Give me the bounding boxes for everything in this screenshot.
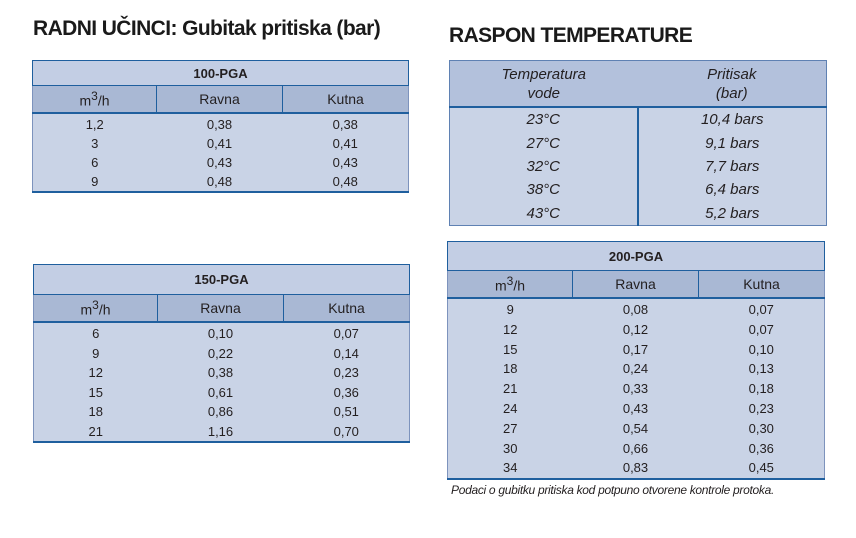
pressure-loss-table-100 bbox=[32, 60, 409, 193]
flow-cell: 18 bbox=[503, 361, 518, 377]
flow-cell: 3 bbox=[91, 136, 99, 151]
table-row bbox=[448, 399, 825, 419]
straight-cell: 0,54 bbox=[622, 420, 649, 436]
angle-cell: 0,14 bbox=[333, 345, 359, 361]
straight-cell: 0,10 bbox=[207, 326, 234, 341]
straight-column-header: Ravna bbox=[573, 271, 699, 299]
angle-cell: 0,18 bbox=[748, 381, 774, 397]
flow-cell: 1,2 bbox=[85, 117, 104, 132]
straight-cell: 0,66 bbox=[622, 440, 649, 456]
straight-cell: 0,43 bbox=[206, 155, 233, 170]
angle-cell: 0,30 bbox=[748, 420, 774, 436]
angle-cell: 0,07 bbox=[748, 321, 774, 337]
flow-column-header: $m^3/h$ bbox=[33, 86, 157, 114]
straight-cell: 1,16 bbox=[207, 423, 234, 439]
flow-cell: 18 bbox=[88, 404, 103, 419]
angle-column-header: Kutna bbox=[699, 271, 825, 299]
angle-cell: 0,38 bbox=[332, 117, 358, 132]
pressure-cell: 7,7 bars bbox=[705, 157, 760, 175]
straight-cell: 0,43 bbox=[622, 400, 649, 416]
table-row bbox=[33, 113, 409, 134]
pressure-loss-table-150 bbox=[33, 264, 410, 443]
temperature-cell: 32°C bbox=[450, 155, 638, 178]
flow-cell: 9 bbox=[91, 174, 99, 189]
table-title: 100-PGA bbox=[33, 61, 409, 86]
table-row bbox=[33, 153, 409, 172]
pressure-header: Pritisak (bar) bbox=[638, 61, 827, 108]
straight-cell: 0,08 bbox=[622, 302, 649, 317]
pressure-cell: 5,2 bars bbox=[705, 204, 760, 222]
flow-cell: 15 bbox=[88, 384, 103, 400]
table-row bbox=[34, 383, 410, 403]
angle-cell: 0,48 bbox=[332, 174, 358, 189]
angle-cell: 0,70 bbox=[333, 423, 359, 439]
straight-cell: 0,24 bbox=[622, 361, 649, 377]
table-row bbox=[450, 155, 827, 178]
flow-cell: 6 bbox=[91, 155, 99, 170]
straight-cell: 0,38 bbox=[207, 365, 234, 380]
flow-cell: 30 bbox=[503, 440, 518, 456]
table-row bbox=[448, 340, 825, 360]
temperature-cell: 27°C bbox=[450, 131, 638, 154]
angle-cell: 0,36 bbox=[333, 384, 359, 400]
angle-cell: 0,07 bbox=[748, 302, 774, 317]
temperature-range-heading: RASPON TEMPERATURE bbox=[449, 24, 693, 47]
footnote: Podaci o gubitku pritiska kod potpuno otvorene kontrole protoka. bbox=[451, 483, 775, 497]
table-row bbox=[34, 322, 410, 344]
table-row bbox=[33, 134, 409, 153]
angle-cell: 0,45 bbox=[748, 460, 774, 476]
angle-cell: 0,10 bbox=[748, 341, 774, 357]
angle-cell: 0,41 bbox=[332, 136, 358, 151]
straight-column-header: Ravna bbox=[157, 86, 283, 114]
flow-cell: 15 bbox=[503, 341, 518, 357]
pressure-cell: 6,4 bars bbox=[705, 181, 760, 199]
straight-cell: 0,33 bbox=[622, 381, 649, 397]
flow-cell: 9 bbox=[506, 302, 514, 317]
straight-cell: 0,83 bbox=[622, 460, 649, 476]
table-row bbox=[34, 344, 410, 364]
flow-cell: 12 bbox=[503, 321, 518, 337]
table-row bbox=[450, 178, 827, 201]
angle-cell: 0,36 bbox=[748, 440, 774, 456]
straight-cell: 0,48 bbox=[206, 174, 233, 189]
straight-cell: 0,61 bbox=[207, 384, 234, 400]
angle-cell: 0,51 bbox=[333, 404, 359, 419]
table-row bbox=[450, 131, 827, 154]
table-row bbox=[33, 172, 409, 192]
flow-cell: 27 bbox=[503, 420, 518, 436]
flow-cell: 6 bbox=[92, 326, 100, 341]
flow-column-header: $m^3/h$ bbox=[448, 271, 573, 299]
flow-cell: 9 bbox=[92, 345, 100, 361]
angle-column-header: Kutna bbox=[283, 86, 409, 114]
table-row bbox=[450, 202, 827, 226]
table-row bbox=[448, 379, 825, 399]
angle-cell: 0,43 bbox=[332, 155, 358, 170]
table-title: 200-PGA bbox=[448, 242, 825, 271]
table-row bbox=[448, 419, 825, 439]
flow-cell: 34 bbox=[503, 460, 518, 476]
temperature-cell: 43°C bbox=[450, 202, 638, 226]
flow-cell: 21 bbox=[503, 381, 518, 397]
table-row bbox=[34, 363, 410, 383]
flow-cell: 21 bbox=[88, 423, 103, 439]
angle-cell: 0,23 bbox=[333, 365, 359, 380]
straight-cell: 0,41 bbox=[206, 136, 233, 151]
table-row bbox=[448, 458, 825, 479]
water-temperature-header: Temperatura vode bbox=[450, 61, 638, 108]
temperature-cell: 23°C bbox=[450, 107, 638, 131]
temperature-range-table bbox=[449, 60, 827, 226]
pressure-loss-table-200 bbox=[447, 241, 825, 480]
straight-cell: 0,22 bbox=[207, 345, 234, 361]
angle-cell: 0,07 bbox=[333, 326, 359, 341]
straight-cell: 0,86 bbox=[207, 404, 234, 419]
temperature-cell: 38°C bbox=[450, 178, 638, 201]
pressure-cell: 10,4 bars bbox=[700, 111, 764, 129]
table-row bbox=[34, 402, 410, 422]
flow-cell: 24 bbox=[503, 400, 518, 416]
table-title: 150-PGA bbox=[34, 265, 410, 295]
table-row bbox=[448, 359, 825, 379]
angle-cell: 0,23 bbox=[748, 400, 774, 416]
angle-cell: 0,13 bbox=[748, 361, 774, 377]
table-row bbox=[448, 298, 825, 320]
flow-cell: 12 bbox=[88, 365, 103, 380]
straight-column-header: Ravna bbox=[158, 295, 284, 323]
table-row bbox=[448, 439, 825, 459]
flow-column-header: $m^3/h$ bbox=[34, 295, 158, 323]
table-row bbox=[448, 320, 825, 340]
straight-cell: 0,38 bbox=[206, 117, 233, 132]
pressure-cell: 9,1 bars bbox=[705, 134, 760, 152]
table-row bbox=[450, 107, 827, 131]
page-title: RADNI UČINCI: Gubitak pritiska (bar) bbox=[33, 17, 381, 40]
angle-column-header: Kutna bbox=[284, 295, 410, 323]
straight-cell: 0,17 bbox=[622, 341, 649, 357]
straight-cell: 0,12 bbox=[622, 321, 649, 337]
table-row bbox=[34, 422, 410, 443]
